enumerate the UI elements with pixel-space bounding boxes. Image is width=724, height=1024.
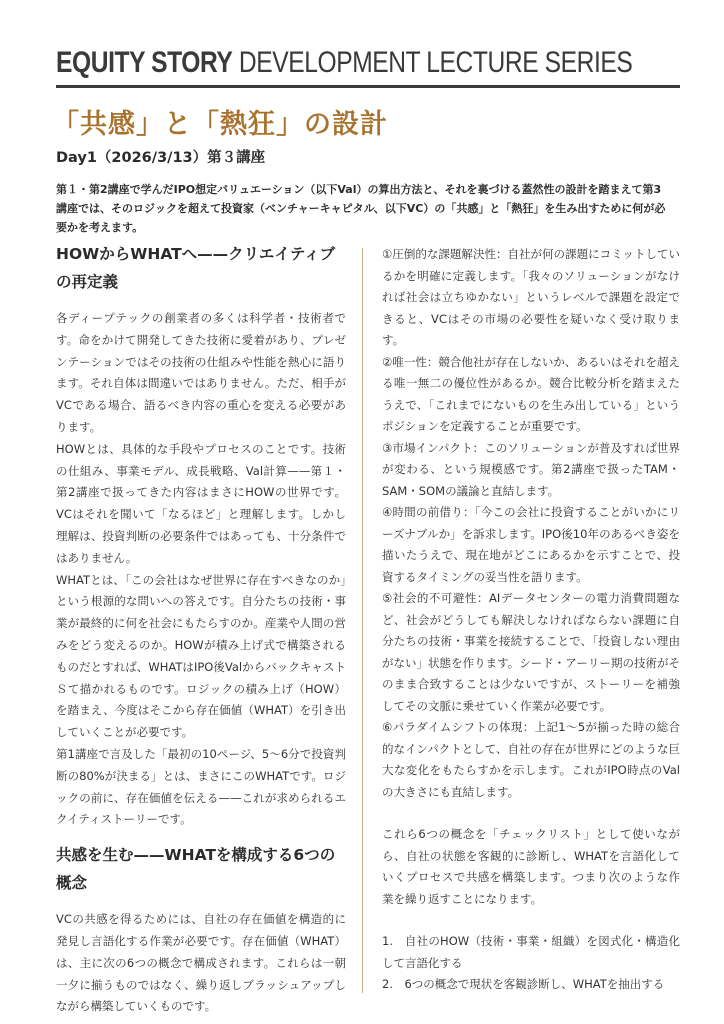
concept-item: ①圧倒的な課題解決性：自社が何の課題にコミットしているかを明確に定義します。「我々のソリューションがなければ社会は立ちゆかない」というレベルで課題を設定できると、VCはその市場の必要性を疑いなく受け取ります。 bbox=[382, 247, 680, 347]
body-paragraph: 第1講座で言及した「最初の10ページ、5〜6分で投資判断の80%が決まる」とは、まさにこのWHATです。ロジックの前に、存在価値を伝える——これが求められるエクイティストーリーです。 bbox=[56, 746, 346, 827]
body-paragraph: WHATとは、「この会社はなぜ世界に存在すべきなのか」という根源的な問いへの答えです。自分たちの技術・事業が最終的に何を社会にもたらすのか。産業や人間の営みをどう変えるのか。HOWが積み上げ式で構築されるものだとすれば、WHATはIPO後ValからバックキャストＳて描かれるものです。ロジックの積み上げ（HOW）を踏まえ、今度はそこから存在価値（WHAT）を引き出していくことが必要です。 bbox=[56, 572, 346, 740]
column-divider bbox=[362, 248, 363, 993]
concept-item: ④時間の前借り：「今この会社に投資することがいかにリーズナブルか」を訴求します。IPO後10年のあるべき姿を描いたうえで、現在地がどこにあるかを示すことで、投資するタイミングの妥当性を語ります。 bbox=[382, 505, 680, 584]
header-rule bbox=[56, 85, 680, 88]
step-item: 2. 6つの概念で現状を客観診断し、WHATを抽出する bbox=[382, 977, 665, 991]
section-heading-how-what: HOWからWHATへ——クリエイティブの再定義 bbox=[56, 245, 336, 291]
right-column bbox=[382, 244, 680, 996]
concept-item: ⑤社会的不可避性：AIデータセンターの電力消費問題など、社会がどうしても解決しなければならない課題に自分たちの技術・事業を接続することで、「投資しない理由がない」状態を作ります。シード・アーリー期の技術がそのまま合致することは少ないですが、ストーリーを補強してその文脈に乗せていく作業が必要です。 bbox=[382, 591, 680, 713]
section-heading-six-concepts: 共感を生む——WHATを構成する6つの概念 bbox=[56, 846, 336, 893]
concept-item: ③市場インパクト：このソリューションが普及すれば世界が変わる、という規模感です。第2講座で扱ったTAM・SAM・SOMの議論と直結します。 bbox=[382, 440, 680, 498]
left-column bbox=[56, 240, 346, 1018]
closing-paragraph: これら6つの概念を「チェックリスト」として使いながら、自社の状態を客観的に診断し、WHATを言語化していくプロセスで共感を構築します。つまり次のような作業を繰り返すことになります。 bbox=[382, 827, 680, 906]
concept-item: ②唯一性：競合他社が存在しないか、あるいはそれを超える唯一無二の優位性があるか。競合比較分析を踏まえたうえで、「これまでにないものを生み出している」というポジションを定義することが重要です。 bbox=[382, 354, 680, 433]
lecture-series-title: EQUITY STORY DEVELOPMENT LECTURE SERIES bbox=[56, 46, 633, 79]
body-paragraph: VCの共感を得るためには、自社の存在価値を構造的に発見し言語化する作業が必要です。存在価値（WHAT）は、主に次の6つの概念で構成されます。これらは一朝一夕に揃うものではなく、繰り返しブラッシュアップしながら構築していくものです。 bbox=[56, 912, 346, 1014]
page-title: 「共感」と「熱狂」の設計 bbox=[52, 109, 388, 140]
concept-item: ⑥パラダイムシフトの体現：上記1〜5が揃った時の総合的なインパクトとして、自社の存在が世界にどのような巨大な変化をもたらすかを示します。これがIPO時点のValの大きさにも直結します。 bbox=[382, 720, 680, 799]
page-subtitle: Day1（2026/3/13）第３講座 bbox=[56, 150, 266, 166]
body-paragraph: 各ディープテックの創業者の多くは科学者・技術者です。命をかけて開発してきた技術に愛着があり、プレゼンテーションではその技術の仕組みや性能を熱心に語ります。それ自体は間違いではありません。ただ、相手がVCである場合、語るべき内容の重心を変える必要があります。 bbox=[56, 311, 346, 434]
intro-paragraph: 第１・第2講座で学んだIPO想定バリュエーション（以下Val）の算出方法と、それを裏づける蓋然性の設計を踏まえて第3講座では、そのロジックを超えて投資家（ベンチャーキャピタル、以下VC）の「共感」と「熱狂」を生み出すために何が必要かを考えます。 bbox=[56, 183, 666, 234]
step-item: 1. 自社のHOW（技術・事業・組織）を図式化・構造化して言語化する bbox=[382, 934, 680, 970]
body-paragraph: HOWとは、具体的な手段やプロセスのことです。技術の仕組み、事業モデル、成長戦略、Val計算——第１・第2講座で扱ってきた内容はまさにHOWの世界です。VCはそれを聞いて「なるほど」と理解します。しかし理解は、投資判断の必要条件ではあっても、十分条件ではありません。 bbox=[56, 441, 346, 565]
